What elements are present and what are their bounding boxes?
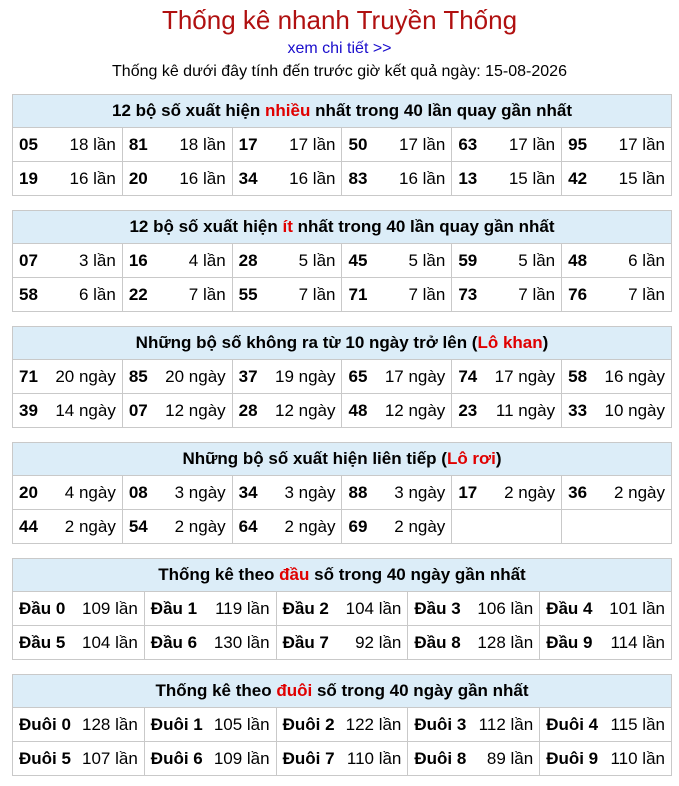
stat-number: 85 [128,366,148,386]
stat-cell [562,476,672,510]
stat-number: 64 [238,516,258,536]
stat-cell [452,162,562,196]
stat-cell [562,510,672,544]
stat-number: 42 [568,168,588,188]
stat-number: 08 [128,482,148,502]
stat-count: 101 lần [609,598,665,618]
table-row [13,476,672,510]
least-frequent-table [12,210,672,312]
stat-cell [13,278,123,312]
stat-number: 23 [458,400,478,420]
stat-cell [342,244,452,278]
stat-cell [232,244,342,278]
stat-cell [122,476,232,510]
stat-cell [452,360,562,394]
dau-stats-table [12,558,672,660]
stat-cell [342,360,452,394]
stat-count: 112 lần [478,714,534,734]
stat-number: Đuôi 8 [414,748,467,768]
stat-cell [13,708,145,742]
stat-number: 33 [568,400,588,420]
duoi-stats-table [12,674,672,776]
stat-count: 19 ngày [274,366,336,386]
section-title-highlight: ít [282,217,293,236]
stat-cell [13,476,123,510]
stat-count: 130 lần [213,632,270,652]
stat-number: Đầu 7 [282,632,329,652]
stat-cell [232,278,342,312]
stat-count: 12 ngày [274,400,336,420]
stat-count: 109 lần [213,748,270,768]
section-title-text: 12 bộ số xuất hiện [129,217,283,236]
stat-count: 10 ngày [604,400,665,420]
stat-count: 5 lần [518,250,556,270]
stat-number: 88 [348,482,368,502]
stat-count: 16 lần [398,168,446,188]
stat-count: 119 lần [215,598,270,618]
stat-number: 36 [568,482,588,502]
stat-cell [540,708,672,742]
stat-count: 7 lần [628,284,665,304]
stat-count: 17 lần [289,134,336,154]
stat-count: 7 lần [298,284,336,304]
section-title-highlight: đầu [279,565,310,584]
stat-count: 2 ngày [394,516,446,536]
stat-number: 28 [238,400,258,420]
stat-count: 16 ngày [604,366,665,386]
stat-count: 3 ngày [394,482,446,502]
stat-cell [13,592,145,626]
stat-number: Đầu 1 [150,598,198,618]
stat-count: 16 lần [69,168,116,188]
stat-count: 105 lần [213,714,270,734]
stat-count: 15 lần [508,168,556,188]
stat-count: 128 lần [477,632,534,652]
stat-count: 7 lần [408,284,446,304]
stat-number: 55 [238,284,258,304]
section-title-highlight: Lô rơi [446,449,496,468]
stat-number: 59 [458,250,478,270]
section-title [13,211,672,244]
stat-count: 7 lần [518,284,556,304]
stat-cell [342,128,452,162]
view-details-link[interactable]: xem chi tiết >> [287,40,392,57]
section-title-text: ) [495,449,502,468]
stat-number: 22 [128,284,148,304]
stat-count: 107 lần [82,748,138,768]
stat-cell [144,708,276,742]
stat-count: 2 ngày [284,516,336,536]
stat-count: 20 ngày [55,366,116,386]
stat-number: 07 [19,250,38,270]
stat-number: Đầu 9 [546,632,593,652]
stat-cell [452,244,562,278]
stat-count: 104 lần [345,598,402,618]
stat-number: 45 [348,250,368,270]
stat-cell [13,360,123,394]
stat-number: 69 [348,516,368,536]
stat-number: Đầu 8 [414,632,461,652]
stat-cell [452,128,562,162]
section-title-text: nhất trong 40 lần quay gần nhất [310,101,573,120]
stat-number: Đuôi 7 [282,748,335,768]
stat-cell [562,360,672,394]
stat-number: 54 [128,516,148,536]
stat-cell [452,394,562,428]
stat-cell [562,128,672,162]
stat-cell [276,742,408,776]
stat-count: 17 lần [398,134,446,154]
stat-cell [408,708,540,742]
stat-number: 74 [458,366,478,386]
stat-number: 58 [568,366,588,386]
stat-cell [540,742,672,776]
stat-number: 71 [19,366,38,386]
stat-count: 6 lần [628,250,665,270]
stat-cell [540,592,672,626]
stat-number: 34 [238,482,258,502]
stat-count: 104 lần [82,632,138,652]
stat-number: Đuôi 1 [150,714,203,734]
stat-cell [408,742,540,776]
stat-cell [342,278,452,312]
stat-cell [232,476,342,510]
stat-number: Đầu 4 [546,598,593,618]
stat-count: 3 ngày [174,482,226,502]
stat-count: 20 ngày [165,366,226,386]
stat-cell [562,244,672,278]
stats-sections [0,94,679,776]
stat-number: 50 [348,134,368,154]
table-row [13,360,672,394]
stat-number: Đầu 0 [19,598,66,618]
table-row [13,244,672,278]
stat-number: 48 [348,400,368,420]
stat-number: Đuôi 9 [546,748,599,768]
stat-count: 17 ngày [494,366,556,386]
stat-number: 44 [19,516,38,536]
stat-number: 81 [128,134,148,154]
stat-count: 122 lần [345,714,402,734]
table-row [13,128,672,162]
stat-count: 2 ngày [613,482,665,502]
stat-cell [342,510,452,544]
table-row [13,278,672,312]
stat-cell [408,592,540,626]
section-title-text: số trong 40 ngày gần nhất [309,565,526,584]
section-title [13,443,672,476]
stat-number: 48 [568,250,588,270]
stat-number: 17 [238,134,258,154]
stat-number: 19 [19,168,38,188]
stat-count: 110 lần [346,748,402,768]
stat-cell [13,510,123,544]
stat-cell [232,394,342,428]
page-title: Thống kê nhanh Truyền Thống [161,5,518,35]
table-row [13,510,672,544]
stat-cell [122,360,232,394]
stat-count: 89 lần [486,748,534,768]
section-title-text: nhất trong 40 lần quay gần nhất [292,217,555,236]
stat-cell [232,510,342,544]
stat-cell [342,476,452,510]
stat-cell [13,394,123,428]
stat-cell [122,244,232,278]
stat-count: 4 lần [188,250,226,270]
section-title-highlight: nhiều [265,101,311,120]
stat-number: Đầu 5 [19,632,66,652]
section-title-text: 12 bộ số xuất hiện [111,101,266,120]
stat-number: Đuôi 0 [19,714,71,734]
stat-cell [342,162,452,196]
stat-count: 115 lần [610,714,665,734]
stat-cell [13,162,123,196]
stat-number: 63 [458,134,478,154]
table-row [13,592,672,626]
stat-cell [122,510,232,544]
stat-cell [122,278,232,312]
section-title-text: số trong 40 ngày gần nhất [312,681,529,700]
stat-number: 76 [568,284,588,304]
stat-count: 12 ngày [165,400,226,420]
stat-number: 16 [128,250,148,270]
stat-number: Đuôi 3 [414,714,467,734]
stat-count: 2 ngày [504,482,556,502]
stat-cell [562,278,672,312]
stat-number: 17 [458,482,478,502]
stat-count: 3 ngày [284,482,336,502]
stat-number: 20 [128,168,148,188]
stat-count: 18 lần [69,134,116,154]
stat-number: 58 [19,284,38,304]
stat-number: Đầu 6 [150,632,198,652]
most-frequent-table [12,94,672,196]
stat-count: 15 lần [618,168,665,188]
stat-count: 17 lần [508,134,556,154]
stat-count: 92 lần [355,632,402,652]
stat-count: 2 ngày [64,516,116,536]
stat-cell [232,162,342,196]
stat-number: Đuôi 5 [19,748,71,768]
stat-number: Đầu 2 [282,598,329,618]
section-title-text: Những bộ số không ra từ 10 ngày trở lên ( [135,333,478,352]
section-title-text: Thống kê theo [155,681,277,700]
stat-cell [276,592,408,626]
stat-count: 128 lần [82,714,138,734]
stat-number: 71 [348,284,368,304]
stat-cell [452,476,562,510]
page-subtitle: Thống kê dưới đây tính đến trước giờ kết quả ngày: 15-08-2026 [112,63,567,80]
stat-cell [232,360,342,394]
stat-cell [144,742,276,776]
stat-number: 07 [128,400,148,420]
stat-number: 37 [238,366,258,386]
stat-number: 20 [19,482,38,502]
section-title-text: ) [542,333,549,352]
section-title-highlight: Lô khan [477,333,543,352]
stat-count: 110 lần [610,748,665,768]
stat-count: 4 ngày [64,482,116,502]
stat-cell [562,394,672,428]
section-title [13,95,672,128]
stat-number: 83 [348,168,368,188]
stat-number: 28 [238,250,258,270]
stat-cell [122,162,232,196]
stat-cell [452,278,562,312]
stat-count: 106 lần [477,598,534,618]
section-title [13,675,672,708]
table-row [13,708,672,742]
stat-cell [540,626,672,660]
stat-number: 39 [19,400,38,420]
stat-number: Đuôi 4 [546,714,599,734]
stat-cell [13,128,123,162]
section-title-text: Những bộ số xuất hiện liên tiếp ( [182,449,447,468]
stat-cell [408,626,540,660]
table-row [13,742,672,776]
stat-number: 34 [238,168,258,188]
stat-count: 2 ngày [174,516,226,536]
stat-count: 12 ngày [384,400,446,420]
stat-cell [342,394,452,428]
section-title [13,327,672,360]
stat-cell [144,592,276,626]
stat-count: 14 ngày [55,400,116,420]
stat-number: 13 [458,168,478,188]
stat-number: Đuôi 6 [150,748,203,768]
table-row [13,394,672,428]
stat-cell [13,244,123,278]
stat-cell [276,626,408,660]
stat-count: 5 lần [298,250,336,270]
stat-count: 5 lần [408,250,446,270]
stat-number: 73 [458,284,478,304]
stat-count: 17 ngày [384,366,446,386]
stat-cell [562,162,672,196]
stat-count: 18 lần [179,134,226,154]
table-row [13,626,672,660]
stat-count: 11 ngày [495,400,556,420]
section-title [13,559,672,592]
stat-cell [144,626,276,660]
stat-cell [452,510,562,544]
stat-cell [276,708,408,742]
table-row [13,162,672,196]
stat-number: 95 [568,134,588,154]
section-title-highlight: đuôi [276,681,313,700]
stat-cell [13,626,145,660]
stat-count: 114 lần [610,632,665,652]
stat-count: 109 lần [82,598,138,618]
stat-number: 65 [348,366,368,386]
stat-count: 16 lần [179,168,226,188]
stat-count: 6 lần [78,284,116,304]
stat-cell [232,128,342,162]
stat-count: 7 lần [188,284,226,304]
lo-roi-table [12,442,672,544]
stat-number: Đuôi 2 [282,714,335,734]
lo-khan-table [12,326,672,428]
stat-count: 17 lần [618,134,665,154]
stat-number: Đầu 3 [414,598,461,618]
stat-count: 16 lần [289,168,336,188]
stat-number: 05 [19,134,38,154]
stat-cell [122,128,232,162]
stat-count: 3 lần [78,250,116,270]
section-title-text: Thống kê theo [158,565,280,584]
stat-cell [13,742,145,776]
stat-cell [122,394,232,428]
